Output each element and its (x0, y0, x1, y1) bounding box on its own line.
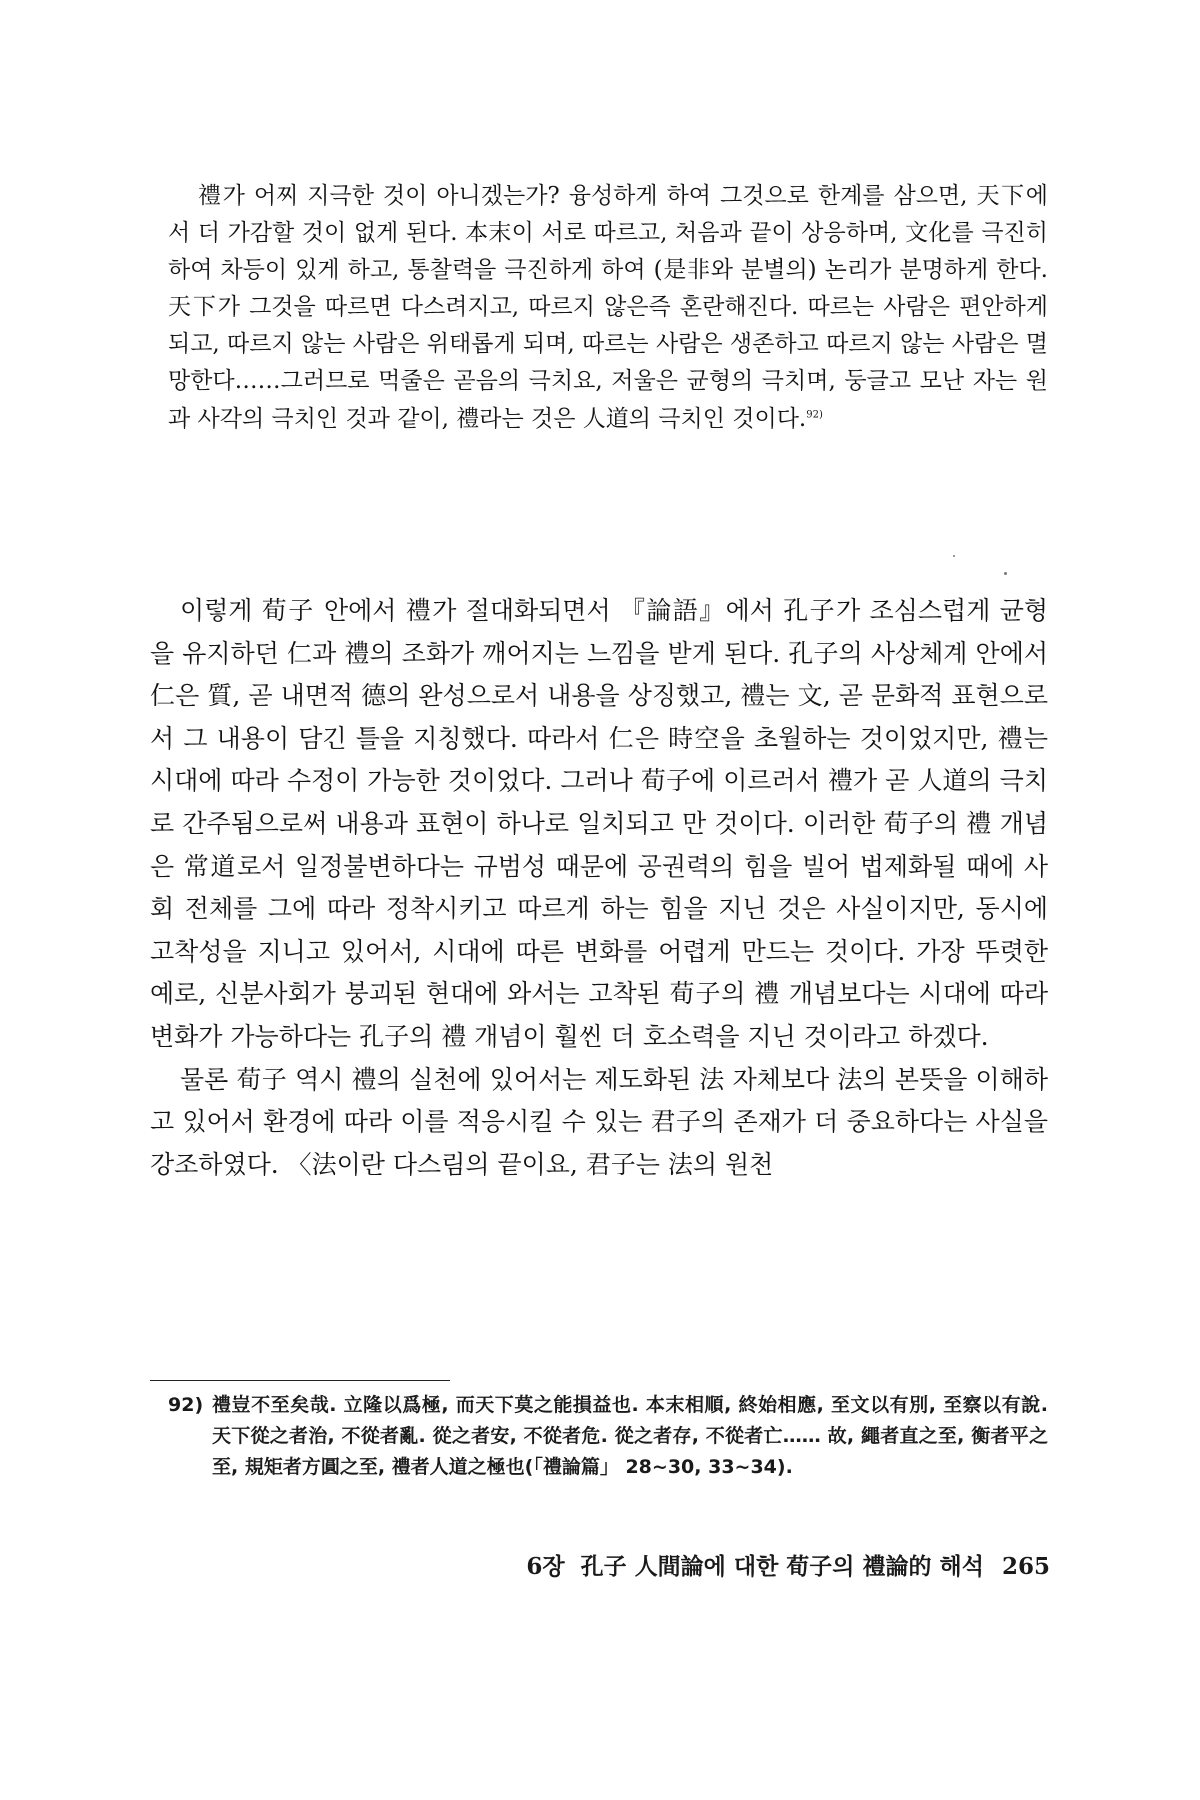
running-footer (526, 1548, 1050, 1581)
main-body-text (150, 590, 1048, 1186)
scan-speck (1004, 572, 1007, 575)
quote-text: 禮가 어찌 지극한 것이 아니겠는가? 융성하게 하여 그것으로 한계를 삼으면, 天下에서 더 가감할 것이 없게 된다. 本末이 서로 따르고, 처음과 끝이 상응하며, 文化를 극진히 하여 차등이 있게 하고, 통찰력을 극진하게 하여 (是非와 분별의) 논리가 분명하게 한다. 天下가 그것을 따르면 다스려지고, 따르지 않은즉 혼란해진다. 따르는 사람은 편안하게 되고, 따르지 않는 사람은 위태롭게 되며, 따르는 사람은 생존하고 따르지 않는 사람은 멸망한다……그러므로 먹줄은 곧음의 극치요, 저울은 균형의 극치며, 둥글고 모난 자는 원과 사각의 극치인 것과 같이, 禮라는 것은 人道의 극치인 것이다. (168, 183, 1048, 432)
body-paragraph-1: 이렇게 荀子 안에서 禮가 절대화되면서 『論語』에서 孔子가 조심스럽게 균형을 유지하던 仁과 禮의 조화가 깨어지는 느낌을 받게 된다. 孔子의 사상체계 안에서 仁은 質, 곧 내면적 德의 완성으로서 내용을 상징했고, 禮는 文, 곧 문화적 표현으로서 그 내용이 담긴 틀을 지칭했다. 따라서 仁은 時空을 초월하는 것이었지만, 禮는 시대에 따라 수정이 가능한 것이었다. 그러나 荀子에 이르러서 禮가 곧 人道의 극치로 간주됨으로써 내용과 표현이 하나로 일치되고 만 것이다. 이러한 荀子의 禮 개념은 常道로서 일정불변하다는 규범성 때문에 공권력의 힘을 빌어 법제화될 때에 사회 전체를 그에 따라 정착시키고 따르게 하는 힘을 지닌 것은 사실이지만, 동시에 고착성을 지니고 있어서, 시대에 따른 변화를 어렵게 만드는 것이다. 가장 뚜렷한 예로, 신분사회가 붕괴된 현대에 와서는 고착된 荀子의 禮 개념보다는 시대에 따라 변화가 가능하다는 孔子의 禮 개념이 훨씬 더 호소력을 지닌 것이라고 하겠다. (150, 596, 1048, 1051)
footnote-reference[interactable]: 92) (806, 408, 823, 420)
block-quote (168, 178, 1048, 438)
footer-chapter-title: 孔子 人間論에 대한 荀子의 禮論的 해석 (580, 1553, 984, 1580)
footnote-text: 禮豈不至矣哉. 立隆以爲極, 而天下莫之能損益也. 本末相順, 終始相應, 至文以有別, 至察以有說. 天下從之者治, 不從者亂. 從之者安, 不從者危. 從之者存, 不從者亡…… 故, 繩者直之至, 衡者平之至, 規矩者方圓之至, 禮者人道之極也(「禮論篇」 28~30, 33~34). (212, 1394, 1048, 1478)
page-number: 265 (1001, 1553, 1050, 1580)
footnote-92 (168, 1390, 1048, 1482)
body-paragraph-2: 물론 荀子 역시 禮의 실천에 있어서는 제도화된 法 자체보다 法의 본뜻을 이해하고 있어서 환경에 따라 이를 적응시킬 수 있는 君子의 존재가 더 중요하다는 사실을 강조하였다. 〈法이란 다스림의 끝이요, 君子는 法의 원천 (150, 1064, 1048, 1179)
scan-speck (953, 555, 955, 557)
footer-chapter-label: 6장 (526, 1553, 565, 1580)
quote-paragraph (168, 178, 1048, 438)
footnote-number: 92) (168, 1394, 204, 1416)
footnote-separator-rule (150, 1380, 450, 1381)
